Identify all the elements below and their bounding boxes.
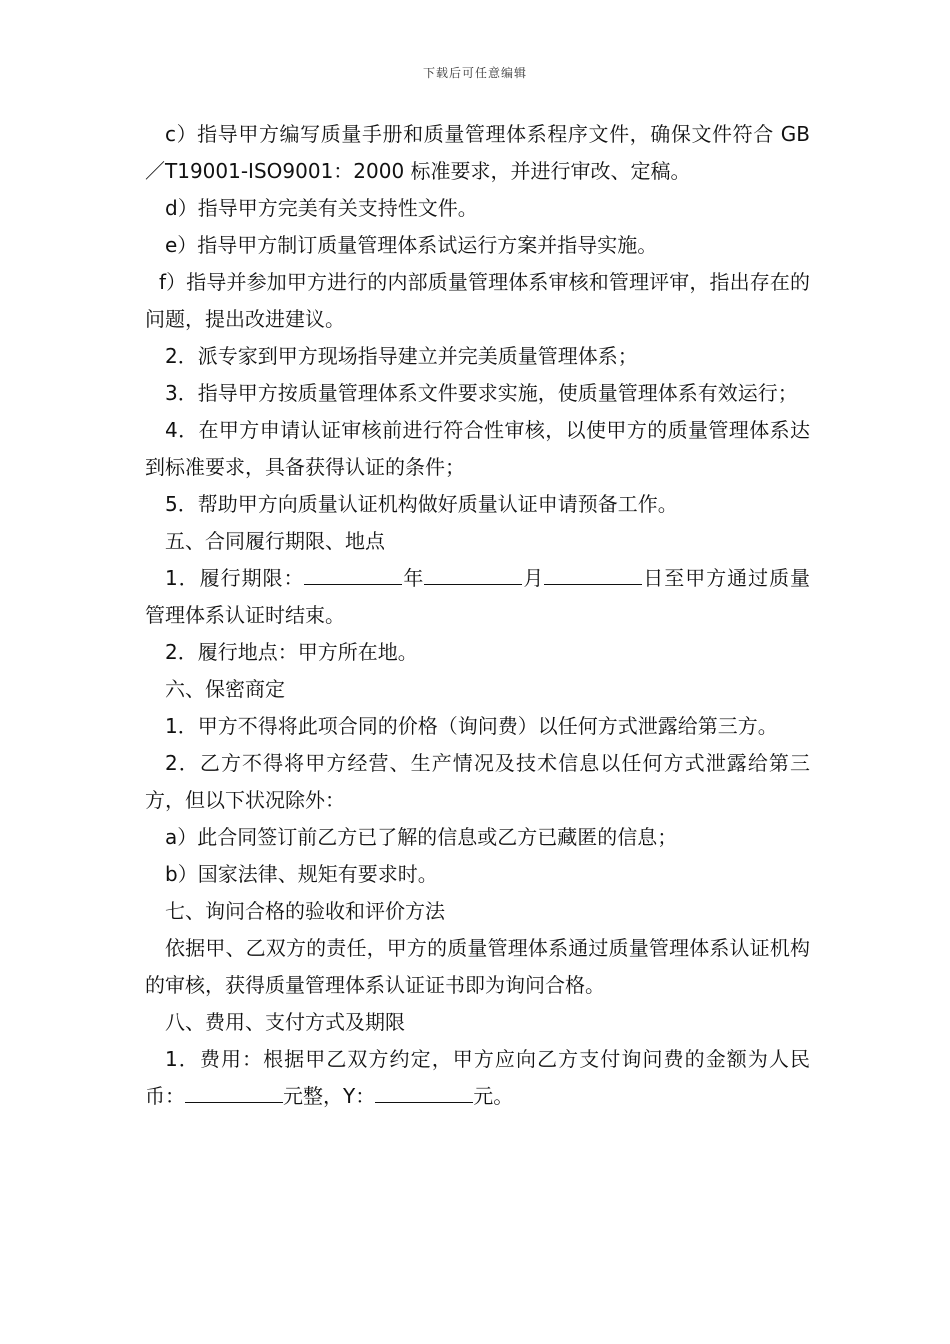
fee-clause bbox=[145, 1041, 810, 1115]
confidentiality-a: a）此合同签订前乙方已了解的信息或乙方已藏匿的信息； bbox=[165, 825, 678, 849]
paragraph-c: c）指导甲方编写质量手册和质量管理体系程序文件，确保文件符合 GB／T19001-ISO9001：2000 标准要求，并进行审改、定稿。 bbox=[145, 122, 810, 183]
section-heading-5: 五、合同履行期限、地点 bbox=[165, 529, 385, 553]
blank-month[interactable] bbox=[424, 562, 522, 585]
fee-mid: 元整，Y： bbox=[283, 1084, 376, 1108]
section-heading-8: 八、费用、支付方式及期限 bbox=[165, 1010, 405, 1034]
list-item-5: 5．帮助甲方向质量认证机构做好质量认证申请预备工作。 bbox=[165, 492, 678, 516]
fee-prefix: 1．费用：根据甲乙双方约定，甲方应向乙方支付询问费的金额为人民币： bbox=[145, 1047, 810, 1108]
paragraph-e: e）指导甲方制订质量管理体系试运行方案并指导实施。 bbox=[165, 233, 658, 257]
blank-day[interactable] bbox=[544, 562, 642, 585]
blank-fee-words[interactable] bbox=[185, 1080, 283, 1103]
confidentiality-2: 2．乙方不得将甲方经营、生产情况及技术信息以任何方式泄露给第三方，但以下状况除外： bbox=[145, 751, 810, 812]
confidentiality-1: 1．甲方不得将此项合同的价格（询问费）以任何方式泄露给第三方。 bbox=[165, 714, 778, 738]
place-clause: 2．履行地点：甲方所在地。 bbox=[165, 640, 418, 664]
term-prefix: 1．履行期限： bbox=[165, 566, 305, 590]
blank-year[interactable] bbox=[304, 562, 402, 585]
blank-fee-amount[interactable] bbox=[375, 1080, 473, 1103]
list-item-3: 3．指导甲方按质量管理体系文件要求实施，使质量管理体系有效运行； bbox=[165, 381, 798, 405]
acceptance-clause: 依据甲、乙双方的责任，甲方的质量管理体系通过质量管理体系认证机构的审核，获得质量管理体系认证证书即为询问合格。 bbox=[145, 936, 810, 997]
section-heading-7: 七、询问合格的验收和评价方法 bbox=[165, 899, 445, 923]
section-heading-6: 六、保密商定 bbox=[165, 677, 285, 701]
term-suffix: 日至甲方通过质量管理体系认证时结束。 bbox=[145, 566, 811, 627]
fee-suffix: 元。 bbox=[473, 1084, 514, 1108]
document-body bbox=[145, 116, 810, 1115]
term-month-label: 月 bbox=[522, 566, 545, 590]
confidentiality-b: b）国家法律、规矩有要求时。 bbox=[165, 862, 438, 886]
paragraph-d: d）指导甲方完美有关支持性文件。 bbox=[165, 196, 478, 220]
paragraph-f: f）指导并参加甲方进行的内部质量管理体系审核和管理评审，指出存在的问题，提出改进建议。 bbox=[145, 270, 810, 331]
term-year-label: 年 bbox=[402, 566, 425, 590]
list-item-4: 4．在甲方申请认证审核前进行符合性审核，以使甲方的质量管理体系达到标准要求，具备获得认证的条件； bbox=[145, 418, 810, 479]
page-header: 下载后可任意编辑 bbox=[422, 66, 527, 80]
list-item-2: 2．派专家到甲方现场指导建立并完美质量管理体系； bbox=[165, 344, 638, 368]
term-clause bbox=[145, 560, 810, 634]
